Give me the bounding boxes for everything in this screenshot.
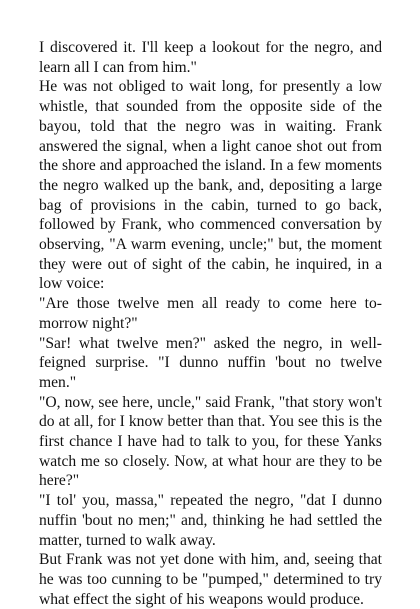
paragraph-2: He was not obliged to wait long, for presently a low whistle, that sounded from the opposite side of the bayou, told that the negro was in waiting. Frank answered the signal, when a light canoe shot out from the shore and approached the island. In a few moments the negro walked up the bank, and, depositing a large bag of provisions in the cabin, turned to go back, followed by Frank, who commenced conversation by observing, "A warm evening, uncle;" but, the moment they were out of sight of the cabin, he inquired, in a low voice: <box>39 78 382 293</box>
paragraph-6: "I tol' you, massa," repeated the negro, "dat I dunno nuffin 'bout no men;" and, thinking he had settled the matter, turned to walk away. <box>39 492 382 549</box>
paragraph-3: "Are those twelve men all ready to come here to-morrow night?" <box>39 295 382 332</box>
paragraph-5: "O, now, see here, uncle," said Frank, "that story won't do at all, for I know better than that. You see this is the first chance I have had to talk to you, for these Yanks watch me so closely. Now, at what hour are they to be here?" <box>39 393 382 490</box>
page-text-body <box>39 38 382 609</box>
paragraph-7: But Frank was not yet done with him, and, seeing that he was too cunning to be "pumped," determined to try what effect the sight of his weapons would produce. <box>39 551 382 608</box>
paragraph-4: "Sar! what twelve men?" asked the negro, in well-feigned surprise. "I dunno nuffin 'bout no twelve men." <box>39 334 382 391</box>
paragraph-1: I discovered it. I'll keep a lookout for the negro, and learn all I can from him." <box>39 39 382 76</box>
